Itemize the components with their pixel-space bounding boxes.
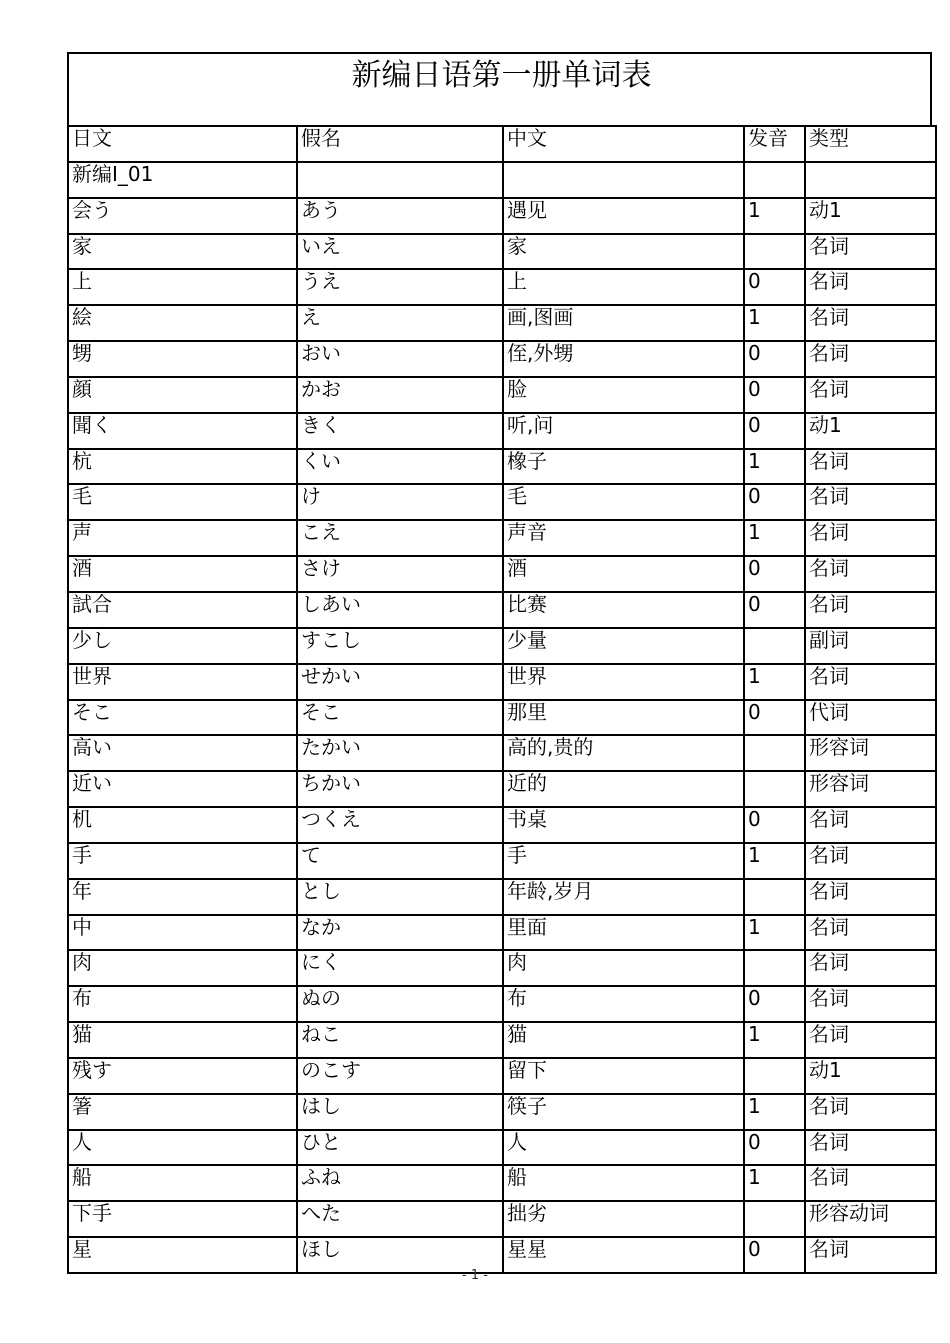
chinese-meaning-cell: 拙劣	[503, 1201, 744, 1237]
table-row	[68, 735, 936, 771]
chinese-meaning-cell: 年龄,岁月	[503, 879, 744, 915]
chinese-meaning-cell: 声音	[503, 520, 744, 556]
pitch-accent-cell	[744, 1201, 805, 1237]
word-type-cell: 名词	[805, 1165, 936, 1201]
table-row	[68, 1201, 936, 1237]
column-header-pitch: 发音	[744, 126, 805, 162]
chinese-meaning-cell: 书桌	[503, 807, 744, 843]
table-row	[68, 520, 936, 556]
kana-cell: こえ	[297, 520, 503, 556]
table-row	[68, 1094, 936, 1130]
page-title: 新编日语第一册单词表	[351, 58, 652, 93]
chinese-meaning-cell: 橡子	[503, 449, 744, 485]
japanese-word-cell: 机	[68, 807, 297, 843]
pitch-accent-cell: 1	[744, 664, 805, 700]
pitch-accent-cell: 1	[744, 449, 805, 485]
japanese-word-cell: 肉	[68, 950, 297, 986]
pitch-accent-cell: 1	[744, 198, 805, 234]
pitch-accent-cell: 0	[744, 413, 805, 449]
pitch-accent-cell: 0	[744, 700, 805, 736]
chinese-meaning-cell: 猫	[503, 1022, 744, 1058]
table-row	[68, 1022, 936, 1058]
kana-cell: ねこ	[297, 1022, 503, 1058]
chinese-meaning-cell: 画,图画	[503, 305, 744, 341]
pitch-accent-cell: 0	[744, 986, 805, 1022]
pitch-accent-cell	[744, 234, 805, 270]
pitch-accent-cell: 1	[744, 1165, 805, 1201]
table-row	[68, 556, 936, 592]
table-row	[68, 377, 936, 413]
japanese-word-cell: 星	[68, 1237, 297, 1273]
japanese-word-cell: 下手	[68, 1201, 297, 1237]
japanese-word-cell: 会う	[68, 198, 297, 234]
kana-cell: ぬの	[297, 986, 503, 1022]
kana-cell: へた	[297, 1201, 503, 1237]
table-row	[68, 1130, 936, 1166]
chinese-meaning-cell: 遇见	[503, 198, 744, 234]
pitch-accent-cell: 1	[744, 843, 805, 879]
table-row	[68, 305, 936, 341]
section-label: 新编I_01	[68, 162, 297, 198]
table-row	[68, 592, 936, 628]
chinese-meaning-cell: 船	[503, 1165, 744, 1201]
kana-cell: いえ	[297, 234, 503, 270]
word-type-cell: 名词	[805, 1237, 936, 1273]
table-row	[68, 771, 936, 807]
column-header-type: 类型	[805, 126, 936, 162]
word-type-cell: 名词	[805, 556, 936, 592]
kana-cell: え	[297, 305, 503, 341]
japanese-word-cell: 顔	[68, 377, 297, 413]
kana-cell: おい	[297, 341, 503, 377]
japanese-word-cell: 試合	[68, 592, 297, 628]
word-type-cell: 名词	[805, 915, 936, 951]
word-type-cell: 形容动词	[805, 1201, 936, 1237]
japanese-word-cell: 中	[68, 915, 297, 951]
chinese-meaning-cell: 脸	[503, 377, 744, 413]
chinese-meaning-cell: 酒	[503, 556, 744, 592]
word-type-cell: 动1	[805, 198, 936, 234]
japanese-word-cell: 家	[68, 234, 297, 270]
chinese-meaning-cell: 肉	[503, 950, 744, 986]
kana-cell: つくえ	[297, 807, 503, 843]
pitch-accent-cell: 1	[744, 915, 805, 951]
kana-cell: せかい	[297, 664, 503, 700]
word-type-cell: 名词	[805, 1094, 936, 1130]
kana-cell: なか	[297, 915, 503, 951]
word-type-cell: 名词	[805, 1022, 936, 1058]
japanese-word-cell: 世界	[68, 664, 297, 700]
table-row	[68, 915, 936, 951]
kana-cell: とし	[297, 879, 503, 915]
section-row	[68, 162, 936, 198]
word-type-cell: 动1	[805, 1058, 936, 1094]
japanese-word-cell: 船	[68, 1165, 297, 1201]
kana-cell: のこす	[297, 1058, 503, 1094]
table-row	[68, 484, 936, 520]
word-type-cell: 名词	[805, 377, 936, 413]
chinese-meaning-cell: 留下	[503, 1058, 744, 1094]
japanese-word-cell: 布	[68, 986, 297, 1022]
japanese-word-cell: 箸	[68, 1094, 297, 1130]
table-row	[68, 198, 936, 234]
chinese-meaning-cell: 毛	[503, 484, 744, 520]
chinese-meaning-cell: 近的	[503, 771, 744, 807]
word-type-cell: 形容词	[805, 771, 936, 807]
pitch-accent-cell	[744, 735, 805, 771]
chinese-meaning-cell: 高的,贵的	[503, 735, 744, 771]
pitch-accent-cell: 0	[744, 269, 805, 305]
page-number: - 1 -	[462, 1268, 488, 1283]
table-row	[68, 234, 936, 270]
word-type-cell: 名词	[805, 269, 936, 305]
japanese-word-cell: 杭	[68, 449, 297, 485]
pitch-accent-cell: 1	[744, 1094, 805, 1130]
japanese-word-cell: 聞く	[68, 413, 297, 449]
table-row	[68, 843, 936, 879]
word-type-cell: 名词	[805, 449, 936, 485]
chinese-meaning-cell: 听,问	[503, 413, 744, 449]
chinese-meaning-cell: 星星	[503, 1237, 744, 1273]
table-row	[68, 986, 936, 1022]
table-row	[68, 413, 936, 449]
japanese-word-cell: 年	[68, 879, 297, 915]
table-row	[68, 341, 936, 377]
section-empty-cell	[297, 162, 503, 198]
chinese-meaning-cell: 那里	[503, 700, 744, 736]
japanese-word-cell: 人	[68, 1130, 297, 1166]
kana-cell: そこ	[297, 700, 503, 736]
section-empty-cell	[744, 162, 805, 198]
japanese-word-cell: 声	[68, 520, 297, 556]
kana-cell: すこし	[297, 628, 503, 664]
word-type-cell: 名词	[805, 664, 936, 700]
chinese-meaning-cell: 筷子	[503, 1094, 744, 1130]
word-type-cell: 名词	[805, 592, 936, 628]
table-row	[68, 269, 936, 305]
word-type-cell: 名词	[805, 341, 936, 377]
kana-cell: きく	[297, 413, 503, 449]
pitch-accent-cell: 1	[744, 520, 805, 556]
word-type-cell: 名词	[805, 484, 936, 520]
section-empty-cell	[805, 162, 936, 198]
kana-cell: さけ	[297, 556, 503, 592]
word-type-cell: 名词	[805, 879, 936, 915]
table-row	[68, 700, 936, 736]
japanese-word-cell: 手	[68, 843, 297, 879]
japanese-word-cell: 上	[68, 269, 297, 305]
pitch-accent-cell	[744, 771, 805, 807]
pitch-accent-cell: 0	[744, 592, 805, 628]
word-type-cell: 名词	[805, 986, 936, 1022]
table-row	[68, 664, 936, 700]
japanese-word-cell: 少し	[68, 628, 297, 664]
table-row	[68, 1058, 936, 1094]
vocabulary-table	[67, 125, 937, 1274]
column-header-chinese: 中文	[503, 126, 744, 162]
pitch-accent-cell: 0	[744, 556, 805, 592]
pitch-accent-cell: 0	[744, 484, 805, 520]
pitch-accent-cell	[744, 879, 805, 915]
japanese-word-cell: 絵	[68, 305, 297, 341]
chinese-meaning-cell: 上	[503, 269, 744, 305]
chinese-meaning-cell: 比赛	[503, 592, 744, 628]
vocabulary-table-body	[68, 126, 936, 1273]
word-type-cell: 名词	[805, 234, 936, 270]
japanese-word-cell: 毛	[68, 484, 297, 520]
chinese-meaning-cell: 少量	[503, 628, 744, 664]
kana-cell: にく	[297, 950, 503, 986]
japanese-word-cell: そこ	[68, 700, 297, 736]
word-type-cell: 形容词	[805, 735, 936, 771]
word-type-cell: 名词	[805, 807, 936, 843]
kana-cell: かお	[297, 377, 503, 413]
pitch-accent-cell: 0	[744, 377, 805, 413]
chinese-meaning-cell: 世界	[503, 664, 744, 700]
pitch-accent-cell: 0	[744, 341, 805, 377]
word-type-cell: 名词	[805, 950, 936, 986]
pitch-accent-cell: 1	[744, 1022, 805, 1058]
chinese-meaning-cell: 手	[503, 843, 744, 879]
japanese-word-cell: 残す	[68, 1058, 297, 1094]
japanese-word-cell: 猫	[68, 1022, 297, 1058]
word-type-cell: 名词	[805, 520, 936, 556]
kana-cell: はし	[297, 1094, 503, 1130]
column-header-kana: 假名	[297, 126, 503, 162]
kana-cell: たかい	[297, 735, 503, 771]
header-row	[68, 126, 936, 162]
japanese-word-cell: 甥	[68, 341, 297, 377]
table-row	[68, 1165, 936, 1201]
chinese-meaning-cell: 里面	[503, 915, 744, 951]
japanese-word-cell: 高い	[68, 735, 297, 771]
word-type-cell: 动1	[805, 413, 936, 449]
word-type-cell: 名词	[805, 305, 936, 341]
pitch-accent-cell	[744, 1058, 805, 1094]
kana-cell: しあい	[297, 592, 503, 628]
kana-cell: ほし	[297, 1237, 503, 1273]
table-row	[68, 807, 936, 843]
table-row	[68, 449, 936, 485]
kana-cell: うえ	[297, 269, 503, 305]
japanese-word-cell: 酒	[68, 556, 297, 592]
chinese-meaning-cell: 布	[503, 986, 744, 1022]
japanese-word-cell: 近い	[68, 771, 297, 807]
kana-cell: ふね	[297, 1165, 503, 1201]
word-type-cell: 副词	[805, 628, 936, 664]
pitch-accent-cell	[744, 628, 805, 664]
column-header-japanese: 日文	[68, 126, 297, 162]
table-row	[68, 950, 936, 986]
kana-cell: て	[297, 843, 503, 879]
pitch-accent-cell: 1	[744, 305, 805, 341]
pitch-accent-cell: 0	[744, 1237, 805, 1273]
table-row	[68, 628, 936, 664]
title-box	[67, 52, 932, 125]
word-type-cell: 名词	[805, 843, 936, 879]
chinese-meaning-cell: 侄,外甥	[503, 341, 744, 377]
kana-cell: ひと	[297, 1130, 503, 1166]
kana-cell: け	[297, 484, 503, 520]
table-row	[68, 879, 936, 915]
kana-cell: ちかい	[297, 771, 503, 807]
pitch-accent-cell: 0	[744, 1130, 805, 1166]
pitch-accent-cell	[744, 950, 805, 986]
chinese-meaning-cell: 人	[503, 1130, 744, 1166]
word-type-cell: 名词	[805, 1130, 936, 1166]
pitch-accent-cell: 0	[744, 807, 805, 843]
kana-cell: くい	[297, 449, 503, 485]
chinese-meaning-cell: 家	[503, 234, 744, 270]
word-type-cell: 代词	[805, 700, 936, 736]
section-empty-cell	[503, 162, 744, 198]
kana-cell: あう	[297, 198, 503, 234]
